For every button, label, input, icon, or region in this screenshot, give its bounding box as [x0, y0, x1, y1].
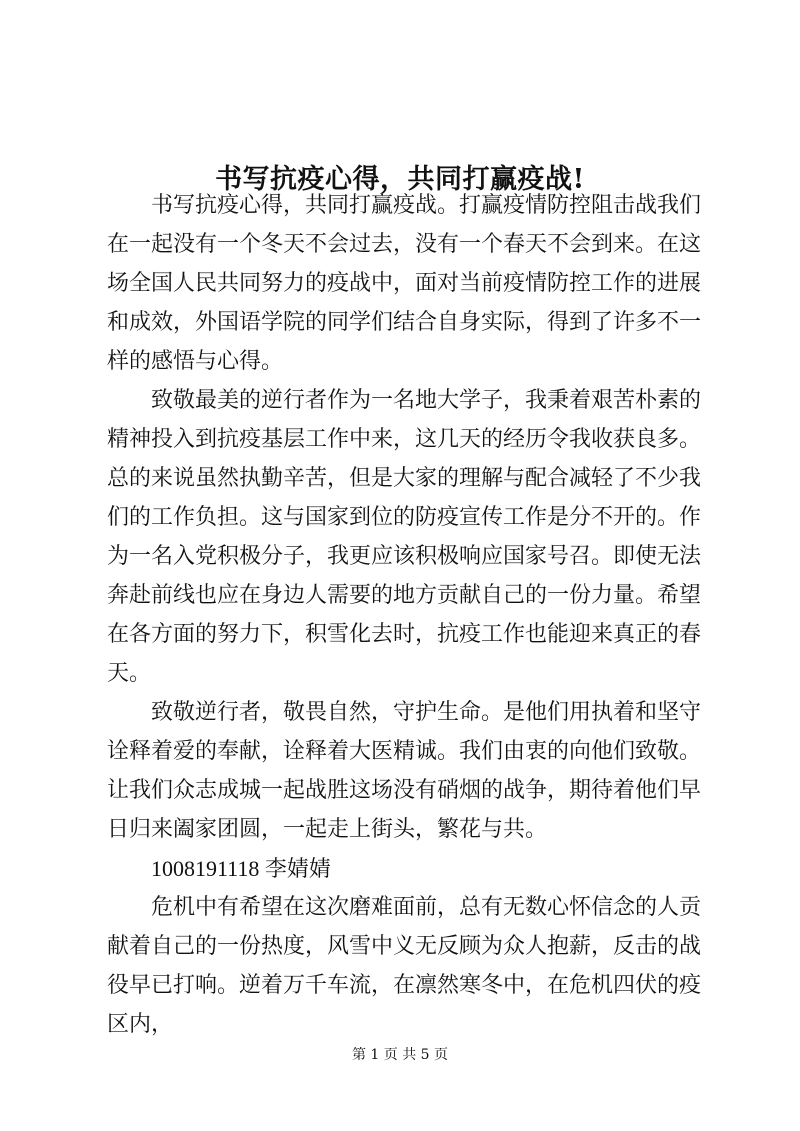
page-number-footer: 第 1 页 共 5 页: [351, 1047, 449, 1063]
document-body: [107, 186, 701, 1044]
paragraph-tribute: 致敬逆行者，敬畏自然，守护生命。是他们用执着和坚守诠释着爱的奉献，诠释着大医精诚。我们由衷的向他们致敬。让我们众志成城一起战胜这场没有硝烟的战争，期待着他们早日归来阖家团圆，一起走上街头，繁花与共。: [107, 700, 702, 842]
author-signature: 1008191118 李婧婧: [151, 856, 331, 881]
paragraph-hope-in-crisis: 危机中有希望在这次磨难面前，总有无数心怀信念的人贡献着自己的一份热度，风雪中义无反顾为众人抱薪，反击的战役早已打响。逆着万千车流，在凛然寒冬中，在危机四伏的疫区内，: [107, 895, 702, 1037]
paragraph-intro: 书写抗疫心得，共同打赢疫战。打赢疫情防控阻击战我们在一起没有一个冬天不会过去，没有一个春天不会到来。在这场全国人民共同努力的疫战中，面对当前疫情防控工作的进展和成效，外国语学院的同学们结合自身实际，得到了许多不一样的感悟与心得。: [107, 193, 702, 374]
document-title: 书写抗疫心得，共同打赢疫战!: [215, 164, 585, 196]
paragraph-student-volunteer: 致敬最美的逆行者作为一名地大学子，我秉着艰苦朴素的精神投入到抗疫基层工作中来，这几天的经历令我收获良多。总的来说虽然执勤辛苦，但是大家的理解与配合减轻了不少我们的工作负担。这与国家到位的防疫宣传工作是分不开的。作为一名入党积极分子，我更应该积极响应国家号召。即使无法奔赴前线也应在身边人需要的地方贡献自己的一份力量。希望在各方面的努力下，积雪化去时，抗疫工作也能迎来真正的春天。: [107, 388, 702, 686]
